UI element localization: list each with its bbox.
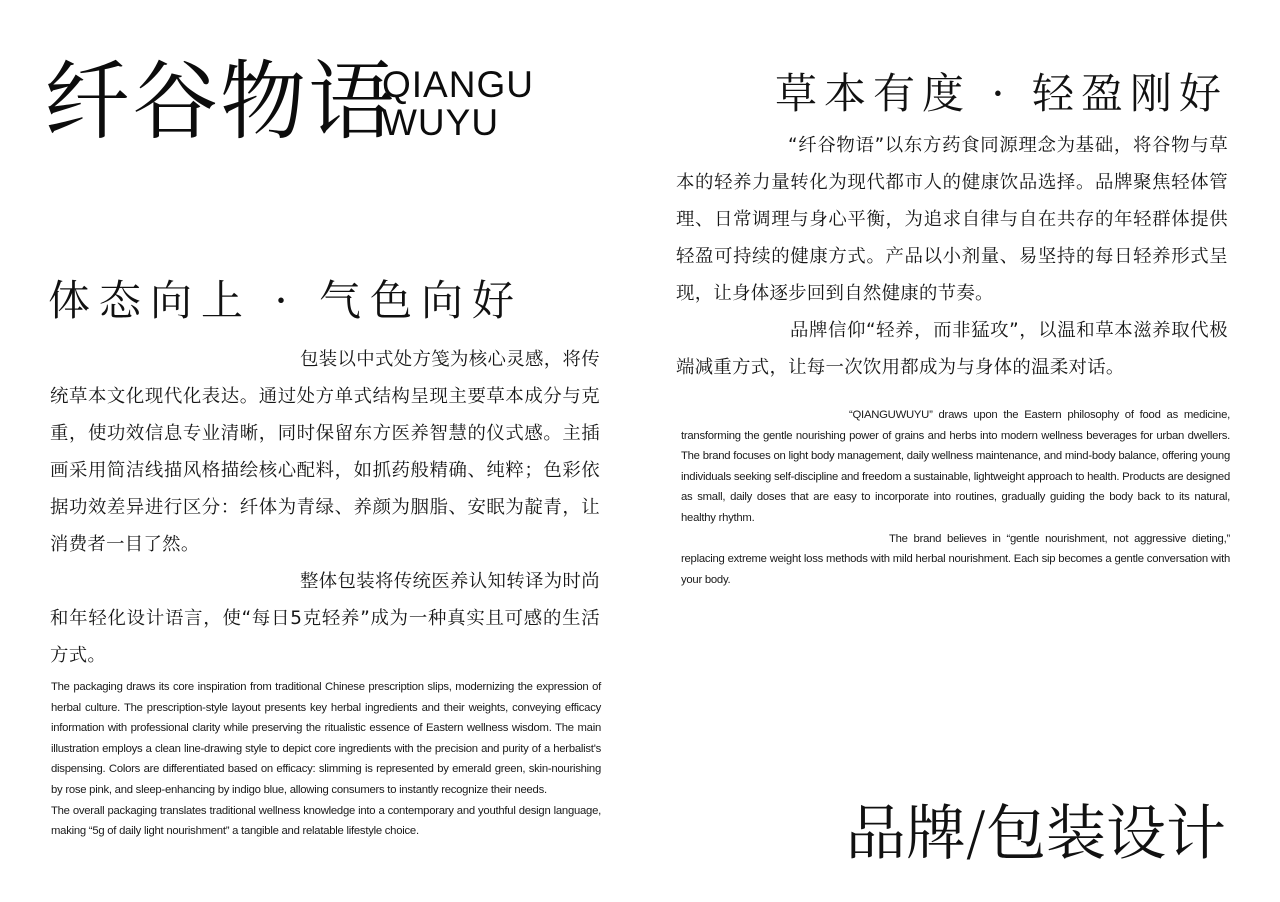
logo-english xyxy=(382,66,534,142)
left-chinese-body xyxy=(50,341,600,674)
left-chinese-paragraph-2: 整体包装将传统医养认知转译为时尚和年轻化设计语言，使“每日5克轻养”成为一种真实且可感的生活方式。 xyxy=(50,571,600,666)
right-english-body xyxy=(681,405,1230,590)
left-english-body xyxy=(51,677,601,842)
right-chinese-body xyxy=(676,127,1228,386)
left-chinese-paragraph-1: 包装以中式处方笺为核心灵感，将传统草本文化现代化表达。通过处方单式结构呈现主要草本成分与克重，使功效信息专业清晰，同时保留东方医养智慧的仪式感。主插画采用简洁线描风格描绘核心配料，如抓药般精确、纯粹；色彩依据功效差异进行区分：纤体为青绿、养颜为胭脂、安眠为靛青，让消费者一目了然。 xyxy=(50,349,600,555)
right-chinese-paragraph-1: “纤谷物语”以东方药食同源理念为基础，将谷物与草本的轻养力量转化为现代都市人的健康饮品选择。品牌聚焦轻体管理、日常调理与身心平衡，为追求自律与自在共存的年轻群体提供轻盈可持续的健康方式。产品以小剂量、易坚持的每日轻养形式呈现，让身体逐步回到自然健康的节奏。 xyxy=(676,135,1228,304)
right-english-paragraph-2: The brand believes in “gentle nourishment, not aggressive dieting,” replacing extreme weight loss methods with mild herbal nourishment. Each sip becomes a gentle conversation with your body. xyxy=(681,532,1230,586)
left-english-paragraph-2: The overall packaging translates traditional wellness knowledge into a contemporary and youthful design language, making “5g of daily light nourishment” a tangible and relatable lifestyle choice. xyxy=(51,804,601,838)
right-chinese-paragraph-2: 品牌信仰“轻养，而非猛攻”，以温和草本滋养取代极端减重方式，让每一次饮用都成为与身体的温柔对话。 xyxy=(676,320,1228,378)
logo-english-line1: QIANGU xyxy=(382,64,534,105)
left-english-paragraph-1: The packaging draws its core inspiration from traditional Chinese prescription slips, modernizing the expression of herbal culture. The prescription-style layout presents key herbal ingredients and their weights, conveying efficacy information with professional clarity while preserving the ritualistic essence of Eastern wellness wisdom. The main illustration employs a clean line-drawing style to depict core ingredients with the precision and purity of a herbalist's dispensing. Colors are differentiated based on efficacy: slimming is represented by emerald green, skin-nourishing by rose pink, and sleep-enhancing by indigo blue, allowing consumers to instantly recognize their needs. xyxy=(51,681,601,796)
footer-title: 品牌/包装设计 xyxy=(845,799,1226,869)
logo-chinese: 纤谷物语 xyxy=(44,52,396,152)
left-heading: 体态向上 · 气色向好 xyxy=(48,276,524,325)
right-english-paragraph-1: “QIANGUWUYU” draws upon the Eastern philosophy of food as medicine, transforming the gentle nourishing power of grains and herbs into modern wellness beverages for urban dwellers. The brand focuses on light body management, daily wellness maintenance, and mind-body balance, offering young individuals seeking self-discipline and freedom a sustainable, lightweight approach to health. Products are designed as small, daily doses that are easy to incorporate into routines, gradually guiding the body back to its natural, healthy rhythm. xyxy=(681,409,1230,524)
logo-english-line2: WUYU xyxy=(382,102,500,143)
right-heading: 草本有度 · 轻盈刚好 xyxy=(774,69,1228,118)
